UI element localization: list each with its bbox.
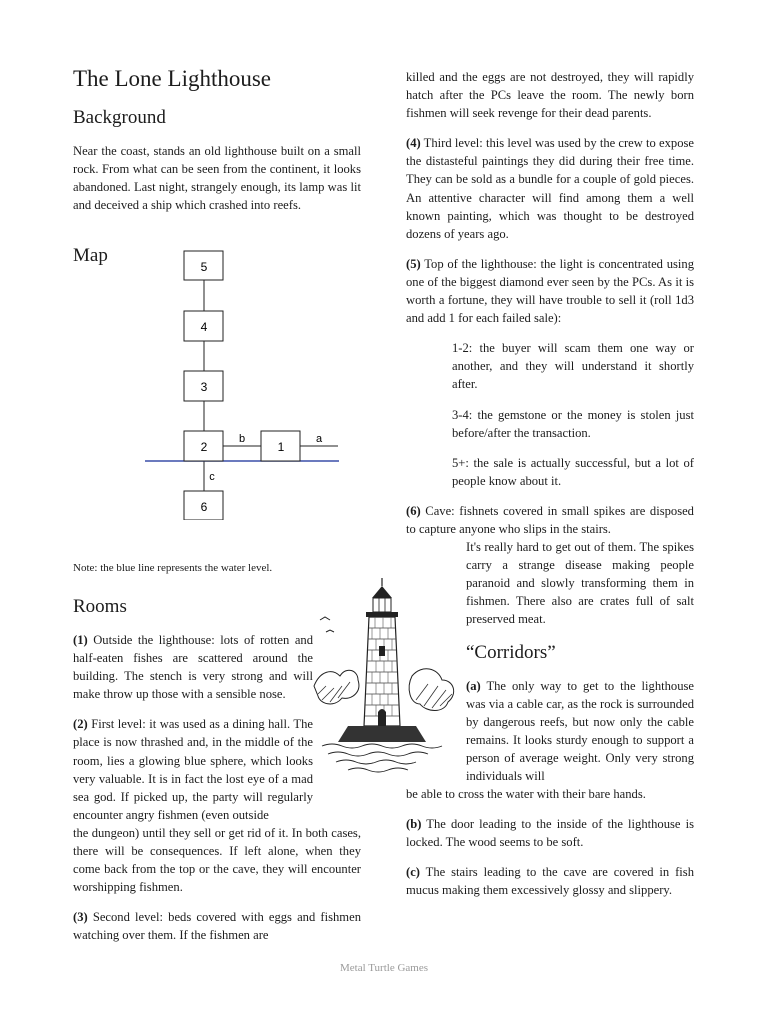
corridor-c-text	[406, 863, 694, 899]
page-title: The Lone Lighthouse	[73, 66, 272, 91]
room-4-number: (4)	[406, 136, 421, 151]
room-5-number: (5)	[406, 256, 421, 271]
room-label-5: 5	[200, 260, 208, 274]
gallery-deck	[366, 612, 398, 617]
corridor-b-body: The door leading to the inside of the lighthouse is locked. The wood seems to be soft.	[406, 817, 694, 850]
room-3-continued: killed and the eggs are not destroyed, they will rapidly hatch after the PCs leave the room. The newly born fishmen will seek revenge for their dead parents.	[406, 70, 694, 121]
lantern-roof	[372, 586, 392, 598]
corridor-c-body: The stairs leading to the cave are covered in fish mucus making them excessively glossy and slippery.	[406, 865, 695, 898]
room-2-text-cont: the dungeon) until they sell or get rid of it. In both cases, there will be consequences. If left alone, when they come back from the top or the cave, they will encounter worshipping fishmen.	[73, 825, 361, 895]
room-6-body-a: Cave: fishnets covered in small spikes are disposed to capture anyone who slips in the stairs.	[406, 503, 694, 536]
corridor-a-number: (a)	[466, 678, 481, 693]
corridor-a-text-cont: be able to cross the water with their bare hands.	[406, 787, 646, 802]
map-heading: Map	[73, 245, 108, 266]
room-2-number: (2)	[73, 717, 88, 732]
corridor-label-b: b	[238, 433, 246, 445]
corridor-label-a: a	[315, 433, 323, 445]
lantern-room	[373, 598, 391, 612]
room-6-text-cont: It's really hard to get out of them. The spikes carry a strange disease making people paranoid and slowly transforming them in fishmen. There also are crates full of salt preserved meat.	[466, 540, 694, 627]
room-label-3: 3	[200, 380, 208, 394]
background-text: Near the coast, stands an old lighthouse built on a small rock. From what can be seen from the continent, it looks abandoned. Last night, strangely enough, its lamp was lit and deceived a ship which crashed into reefs.	[73, 144, 361, 213]
room-4-body: Third level: this level was used by the crew to expose the distasteful paintings they did during their free time. They can be sold as a bundle for a couple of gold pieces. An attentive character will find among them a well known painting, which was thought to be destroyed dozens of years ago.	[406, 136, 695, 241]
room-4-text	[406, 134, 694, 243]
tower-window	[379, 646, 385, 656]
room-6-number: (6)	[406, 503, 421, 518]
foliage-left	[314, 670, 359, 704]
foliage-left-hatch	[318, 682, 350, 702]
room-label-2: 2	[200, 440, 208, 454]
room-3-number: (3)	[73, 910, 88, 925]
rooms-heading: Rooms	[73, 596, 127, 617]
corridor-a-body-a: The only way to get to the lighthouse was via a cable car, as the rock is surrounded by dangerous reefs, but now only the cable remains. It looks sturdy enough to support a person of average weight. Only very strong individuals will	[466, 678, 695, 783]
room-label-1: 1	[277, 440, 285, 454]
room-5-text	[406, 255, 694, 327]
room-1-number: (1)	[73, 633, 88, 647]
room-label-6: 6	[200, 500, 208, 514]
room-label-4: 4	[200, 320, 208, 334]
room-3-body: Second level: beds covered with eggs and fishmen watching over them. If the fishmen are	[73, 910, 361, 943]
room-2-body-a: First level: it was used as a dining hall. The place is now thrashed and, in the middle of the room, lies a glowing blue sphere, which looks very valuable. It is in fact the lost eye of a mad sea god. If picked up, the party will regularly encounter angry fishmen (even outside	[73, 717, 313, 822]
corridor-c-number: (c)	[406, 865, 420, 880]
corridor-b-text	[406, 815, 694, 851]
left-column	[73, 64, 361, 943]
room-1-text	[73, 631, 313, 703]
room-1-body: Outside the lighthouse: lots of rotten and half-eaten fishes are scattered around the building. The stench is very strong and will make throw up those with a sensible nose.	[73, 633, 314, 702]
sale-outcome-1: 1-2: the buyer will scam them one way or another, and they will understand it shortly after.	[452, 341, 694, 392]
corridor-b-number: (b)	[406, 817, 422, 832]
page-footer: Metal Turtle Games	[340, 962, 428, 974]
room-3-text	[73, 908, 361, 944]
tower-door	[378, 709, 386, 726]
map-note: Note: the blue line represents the water level.	[73, 562, 273, 574]
sale-outcome-3: 5+: the sale is actually successful, but a lot of people know about it.	[452, 455, 694, 488]
corridors-heading: “Corridors”	[466, 641, 556, 663]
background-heading: Background	[73, 107, 166, 128]
map-diagram	[143, 250, 343, 520]
birds	[320, 617, 334, 632]
sale-outcome-2: 3-4: the gemstone or the money is stolen just before/after the transaction.	[452, 407, 694, 440]
room-5-body: Top of the lighthouse: the light is concentrated using one of the biggest diamond ever seen by the PCs. As it is worth a fortune, they will have trouble to sell it (roll 1d3 and add 1 for each failed sale):	[406, 256, 695, 326]
room-6-text	[406, 502, 694, 538]
corridor-label-c: c	[209, 471, 215, 483]
corridor-a-text	[466, 677, 694, 786]
right-column	[406, 64, 694, 912]
